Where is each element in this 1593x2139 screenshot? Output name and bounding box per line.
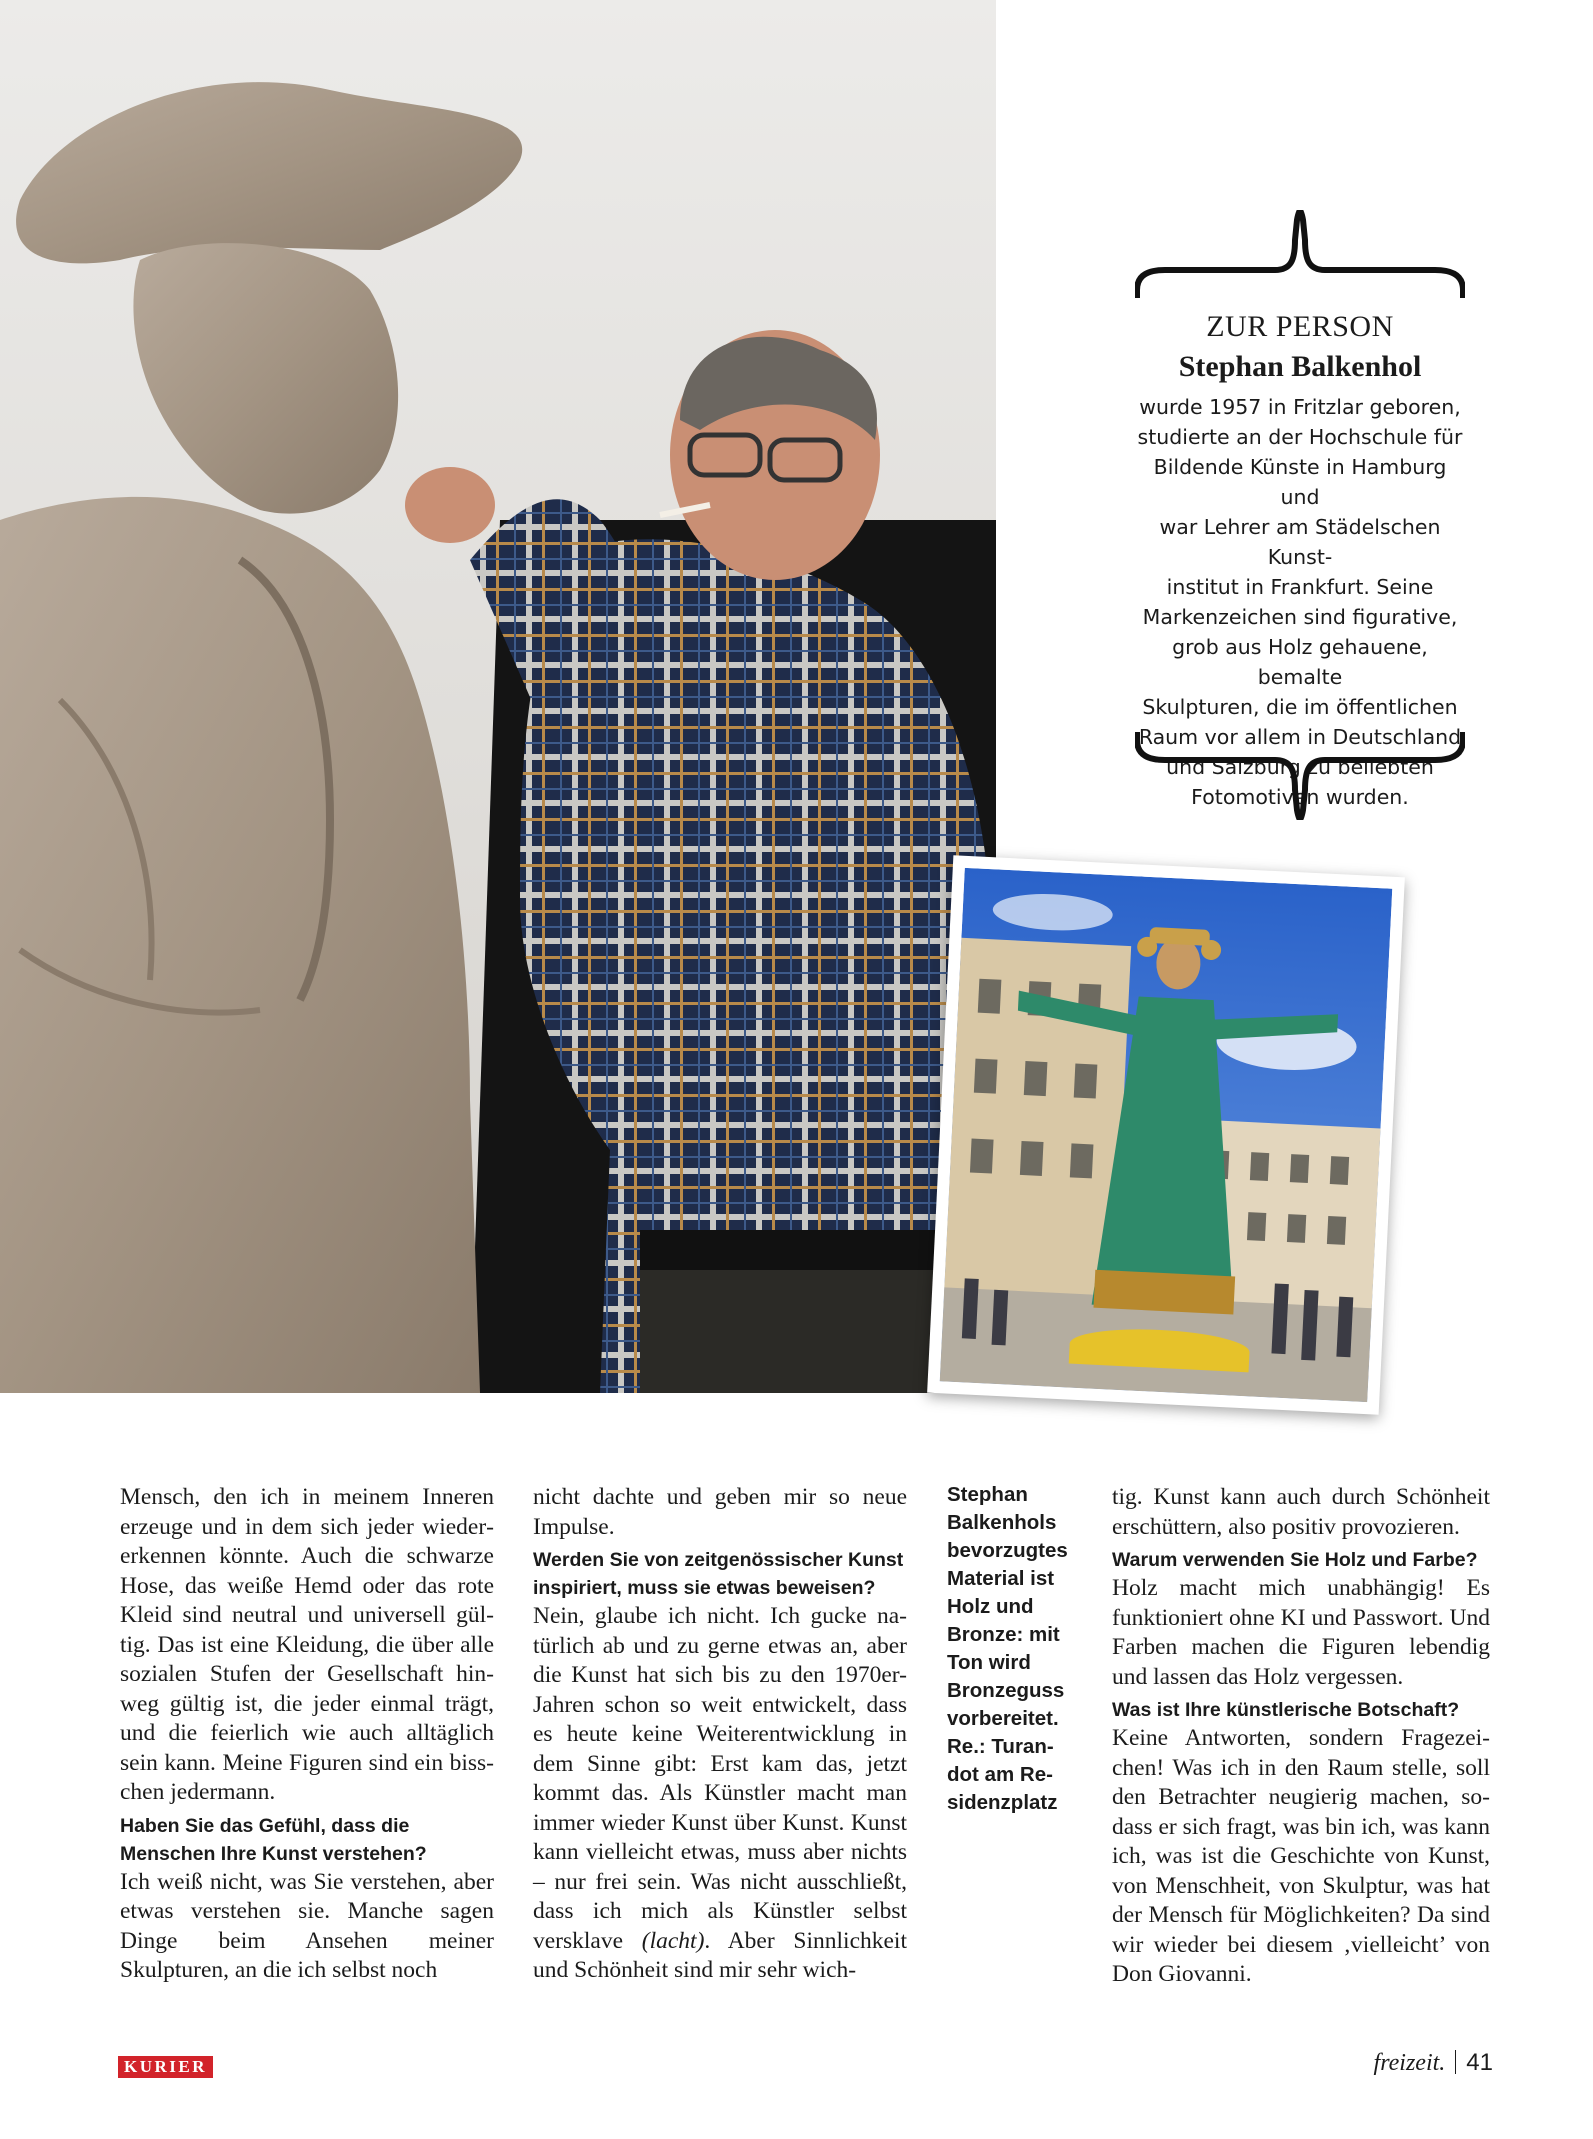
inset-photo-turandot-sculpture <box>927 855 1405 1414</box>
caption-line: vorbereitet. <box>947 1707 1059 1730</box>
body-paragraph <box>533 1602 907 1986</box>
bio-line: studierte an der Hochschule für <box>1137 425 1463 449</box>
interview-question: Haben Sie das Gefühl, dass die Menschen Ihre Kunst verstehen? <box>120 1814 427 1865</box>
body-text: Nein, glaube ich nicht. Ich gucke natürlich ab und zu gerne etwas an, aber die Kunst hat sich bis zu den 1970er-Jahren schon so weit entwickelt, dass es heute keine Weiterentwicklung in dem Sinne gibt: Erst kam das, jetzt kommt das. Als Künstler macht man immer wieder Kunst über Kunst. Kunst kann vielleicht etwas, muss aber nichts – nur frei sein. Was nicht ausschließt, dass ich mich als Künstler selbst versklave <box>533 1603 907 1954</box>
turandot-illustration <box>940 868 1393 1402</box>
info-box-name: Stephan Balkenhol <box>1178 350 1422 383</box>
text-column-4 <box>1112 1483 1490 1990</box>
caption-line: Material ist <box>947 1567 1055 1590</box>
info-box-person <box>1135 210 1465 820</box>
body-paragraph: tig. Kunst kann auch durch Schönheit erschüttern, also positiv provozieren. <box>1112 1484 1490 1540</box>
body-paragraph: Keine Antworten, sondern Fragezeichen! Was ich in den Raum stelle, soll den Betrachter neugierig machen, sodass er sich fragt, was bin ich, was kann ich, was ist die Geschichte von Kunst, von Menschheit, von Skulptur, was hat der Mensch für Möglichkeiten? Da sind wir wieder bei diesem ‚vielleicht’ von Don Giovanni. <box>1112 1725 1490 1987</box>
bio-line: Skulpturen, die im öffentlichen <box>1142 695 1458 719</box>
caption-line: Ton wird <box>947 1651 1031 1674</box>
caption-line: bevorzugtes <box>947 1539 1068 1562</box>
bio-line: Raum vor allem in Deutschland <box>1138 725 1462 749</box>
body-text: . Aber Sinnlichkeit und Schönheit sind mir sehr wich- <box>533 1927 907 1983</box>
body-paragraph: Ich weiß nicht, was Sie verstehen, aber etwas verstehen sie. Manche sagen Dinge beim Ansehen meiner Skulpturen, an die ich selbst noch <box>120 1868 494 1983</box>
footer-divider <box>1455 2050 1456 2074</box>
caption-line: Balkenhols <box>947 1511 1057 1534</box>
bio-line: Fotomotiven wurden. <box>1191 785 1409 809</box>
sculptor-illustration <box>0 0 996 1393</box>
body-paragraph: nicht dachte und geben mir so neue Impulse. <box>533 1484 907 1540</box>
caption-line: dot am Re- <box>947 1763 1053 1786</box>
caption-line: sidenzplatz <box>947 1791 1058 1814</box>
bio-line: grob aus Holz gehauene, bemalte <box>1172 635 1428 689</box>
caption-line: Re.: Turan- <box>947 1735 1054 1758</box>
magazine-brand: freizeit. <box>1373 2050 1446 2076</box>
bio-line: und Salzburg zu beliebten <box>1166 755 1434 779</box>
bio-line: Markenzeichen sind figurative, <box>1142 605 1458 629</box>
top-brace-ornament <box>1135 210 1465 300</box>
photo-caption <box>947 1481 1077 1817</box>
caption-line: Stephan <box>947 1483 1028 1506</box>
interview-question: Was ist Ihre künstlerische Botschaft? <box>1112 1699 1460 1721</box>
bio-line: institut in Frankfurt. Seine <box>1166 575 1434 599</box>
interview-question: Warum verwenden Sie Holz und Farbe? <box>1112 1549 1478 1571</box>
caption-line: Bronze: mit <box>947 1623 1060 1646</box>
body-paragraph: Mensch, den ich in meinem Inneren erzeuge und in dem sich jeder wiedererkennen könnte. Auch die schwarze Hose, das weiße Hemd oder das rote Kleid sind neutral und universell gültig. Das ist eine Kleidung, die über alle sozialen Stufen der Gesellschaft hinweg gültig ist, die jeder einmal trägt, und die feierlich wie auch alltäglich sein kann. Meine Figuren sind ein bisschen jedermann. <box>120 1484 494 1805</box>
body-emphasis: (lacht) <box>641 1927 705 1954</box>
text-column-1 <box>120 1483 494 1986</box>
bio-line: Bildende Künste in Hamburg und <box>1153 455 1447 509</box>
info-box-heading: ZUR PERSON <box>1206 310 1394 343</box>
caption-line: Bronzeguss <box>947 1679 1065 1702</box>
text-column-2 <box>533 1483 907 1986</box>
page-footer <box>1374 2049 1493 2077</box>
page-number: 41 <box>1466 2049 1493 2076</box>
body-paragraph: Holz macht mich unabhängig! Es funktioniert ohne KI und Passwort. Und Farben machen die Figuren lebendig und lassen das Holz vergessen. <box>1112 1575 1490 1690</box>
caption-line: Holz und <box>947 1595 1034 1618</box>
interview-question: Werden Sie von zeitgenössischer Kunst inspiriert, muss sie etwas beweisen? <box>533 1549 904 1599</box>
bottom-brace-ornament <box>1135 730 1465 820</box>
bio-line: wurde 1957 in Fritzlar geboren, <box>1139 395 1461 419</box>
main-photo-sculptor <box>0 0 996 1393</box>
kurier-logo: KURIER <box>118 2056 213 2078</box>
bio-line: war Lehrer am Städelschen Kunst- <box>1159 515 1441 569</box>
